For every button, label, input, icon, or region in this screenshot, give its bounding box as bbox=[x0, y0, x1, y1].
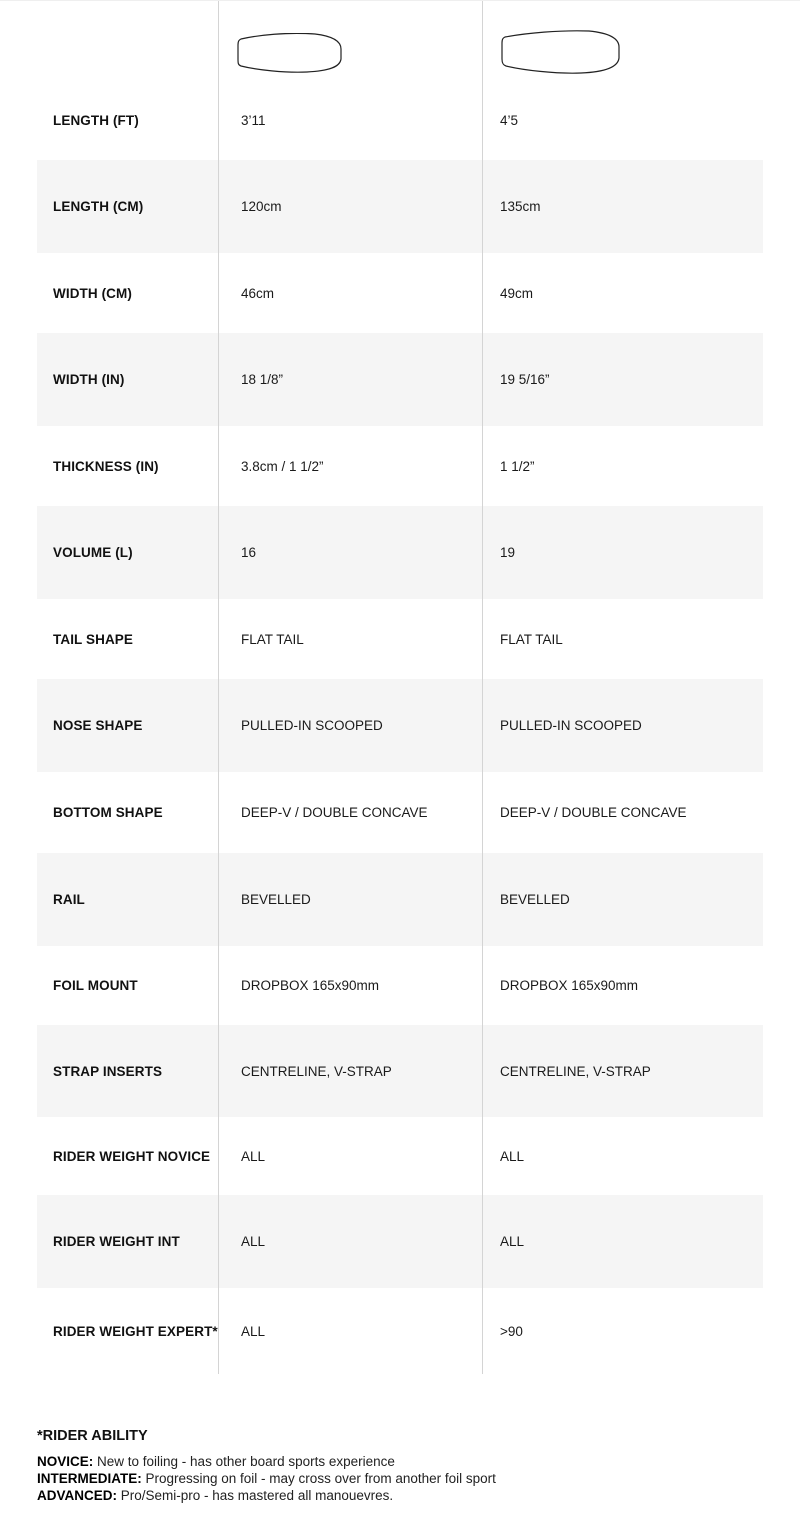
spec-label: TAIL SHAPE bbox=[53, 631, 134, 647]
spec-value-board-1: 18 1/8” bbox=[241, 372, 284, 387]
spec-value-board-2: ALL bbox=[500, 1148, 525, 1164]
spec-row bbox=[37, 772, 763, 853]
spec-value-board-2: DEEP-V / DOUBLE CONCAVE bbox=[500, 805, 687, 820]
spec-value-board-1: 46cm bbox=[241, 285, 275, 301]
spec-row bbox=[37, 1195, 763, 1288]
spec-value-board-2: 1 1/2” bbox=[500, 458, 535, 474]
spec-value-board-1: DEEP-V / DOUBLE CONCAVE bbox=[241, 805, 428, 820]
spec-label: THICKNESS (IN) bbox=[53, 458, 159, 474]
note-advanced bbox=[37, 1487, 757, 1504]
spec-label: STRAP INSERTS bbox=[53, 1063, 163, 1079]
spec-label: LENGTH (CM) bbox=[53, 199, 144, 214]
column-divider bbox=[218, 1, 219, 1374]
spec-row bbox=[37, 946, 763, 1025]
spec-value-board-2: 135cm bbox=[500, 199, 541, 214]
note-desc: Progressing on foil - may cross over from another foil sport bbox=[141, 1471, 496, 1486]
spec-row bbox=[37, 1025, 763, 1117]
spec-row bbox=[37, 506, 763, 599]
board-outline-header-row bbox=[37, 1, 763, 80]
spec-value-board-2: FLAT TAIL bbox=[500, 631, 563, 647]
note-term: INTERMEDIATE: bbox=[37, 1471, 142, 1486]
spec-value-board-1: BEVELLED bbox=[241, 892, 311, 907]
spec-label: WIDTH (IN) bbox=[53, 372, 125, 387]
spec-label: RIDER WEIGHT NOVICE bbox=[53, 1148, 211, 1164]
spec-row bbox=[37, 853, 763, 946]
rider-ability-notes bbox=[37, 1428, 757, 1504]
spec-value-board-1: ALL bbox=[241, 1323, 266, 1339]
spec-label: LENGTH (FT) bbox=[53, 112, 139, 128]
spec-label: BOTTOM SHAPE bbox=[53, 805, 163, 820]
spec-row bbox=[37, 1288, 763, 1374]
spec-label: RIDER WEIGHT INT bbox=[53, 1234, 180, 1249]
spec-row bbox=[37, 80, 763, 160]
note-novice bbox=[37, 1453, 757, 1470]
spec-value-board-2: BEVELLED bbox=[500, 892, 570, 907]
spec-row bbox=[37, 599, 763, 679]
spec-label: RAIL bbox=[53, 892, 85, 907]
note-term: ADVANCED: bbox=[37, 1488, 117, 1503]
spec-value-board-1: FLAT TAIL bbox=[241, 631, 304, 647]
board-outline-icon bbox=[237, 33, 343, 75]
spec-value-board-2: 4’5 bbox=[500, 112, 519, 128]
spec-label: WIDTH (CM) bbox=[53, 285, 132, 301]
spec-row bbox=[37, 253, 763, 333]
spec-value-board-2: >90 bbox=[500, 1323, 523, 1339]
spec-row bbox=[37, 426, 763, 506]
note-term: NOVICE: bbox=[37, 1454, 94, 1469]
spec-label: VOLUME (L) bbox=[53, 545, 133, 560]
spec-value-board-2: 19 bbox=[500, 545, 516, 560]
note-desc: New to foiling - has other board sports experience bbox=[93, 1454, 395, 1469]
board-outline-icon bbox=[501, 30, 621, 74]
spec-value-board-1: 3’11 bbox=[241, 112, 266, 128]
spec-value-board-1: 3.8cm / 1 1/2” bbox=[241, 458, 324, 474]
spec-value-board-1: CENTRELINE, V-STRAP bbox=[241, 1063, 392, 1079]
spec-value-board-1: 120cm bbox=[241, 199, 282, 214]
column-divider bbox=[482, 1, 483, 1374]
spec-value-board-2: ALL bbox=[500, 1234, 525, 1249]
spec-value-board-1: 16 bbox=[241, 545, 257, 560]
board-2-outline bbox=[483, 1, 763, 32]
spec-value-board-1: ALL bbox=[241, 1234, 266, 1249]
spec-value-board-2: 19 5/16” bbox=[500, 372, 550, 387]
spec-value-board-2: PULLED-IN SCOOPED bbox=[500, 718, 642, 733]
spec-row bbox=[37, 160, 763, 253]
note-intermediate bbox=[37, 1470, 757, 1487]
board-1-outline bbox=[219, 1, 483, 32]
spec-row bbox=[37, 1117, 763, 1195]
note-desc: Pro/Semi-pro - has mastered all manouevres. bbox=[117, 1488, 394, 1503]
spec-row bbox=[37, 333, 763, 426]
spec-label: RIDER WEIGHT EXPERT* bbox=[53, 1323, 218, 1339]
spec-value-board-1: PULLED-IN SCOOPED bbox=[241, 718, 383, 733]
spec-label: NOSE SHAPE bbox=[53, 718, 143, 733]
spec-value-board-1: ALL bbox=[241, 1148, 266, 1164]
spec-value-board-2: CENTRELINE, V-STRAP bbox=[500, 1063, 651, 1079]
spec-value-board-2: 49cm bbox=[500, 285, 534, 301]
spec-table bbox=[37, 1, 763, 1374]
spec-label: FOIL MOUNT bbox=[53, 978, 138, 993]
notes-title: *RIDER ABILITY bbox=[37, 1428, 148, 1444]
spec-value-board-2: DROPBOX 165x90mm bbox=[500, 978, 639, 993]
spec-value-board-1: DROPBOX 165x90mm bbox=[241, 978, 380, 993]
spec-row bbox=[37, 679, 763, 772]
